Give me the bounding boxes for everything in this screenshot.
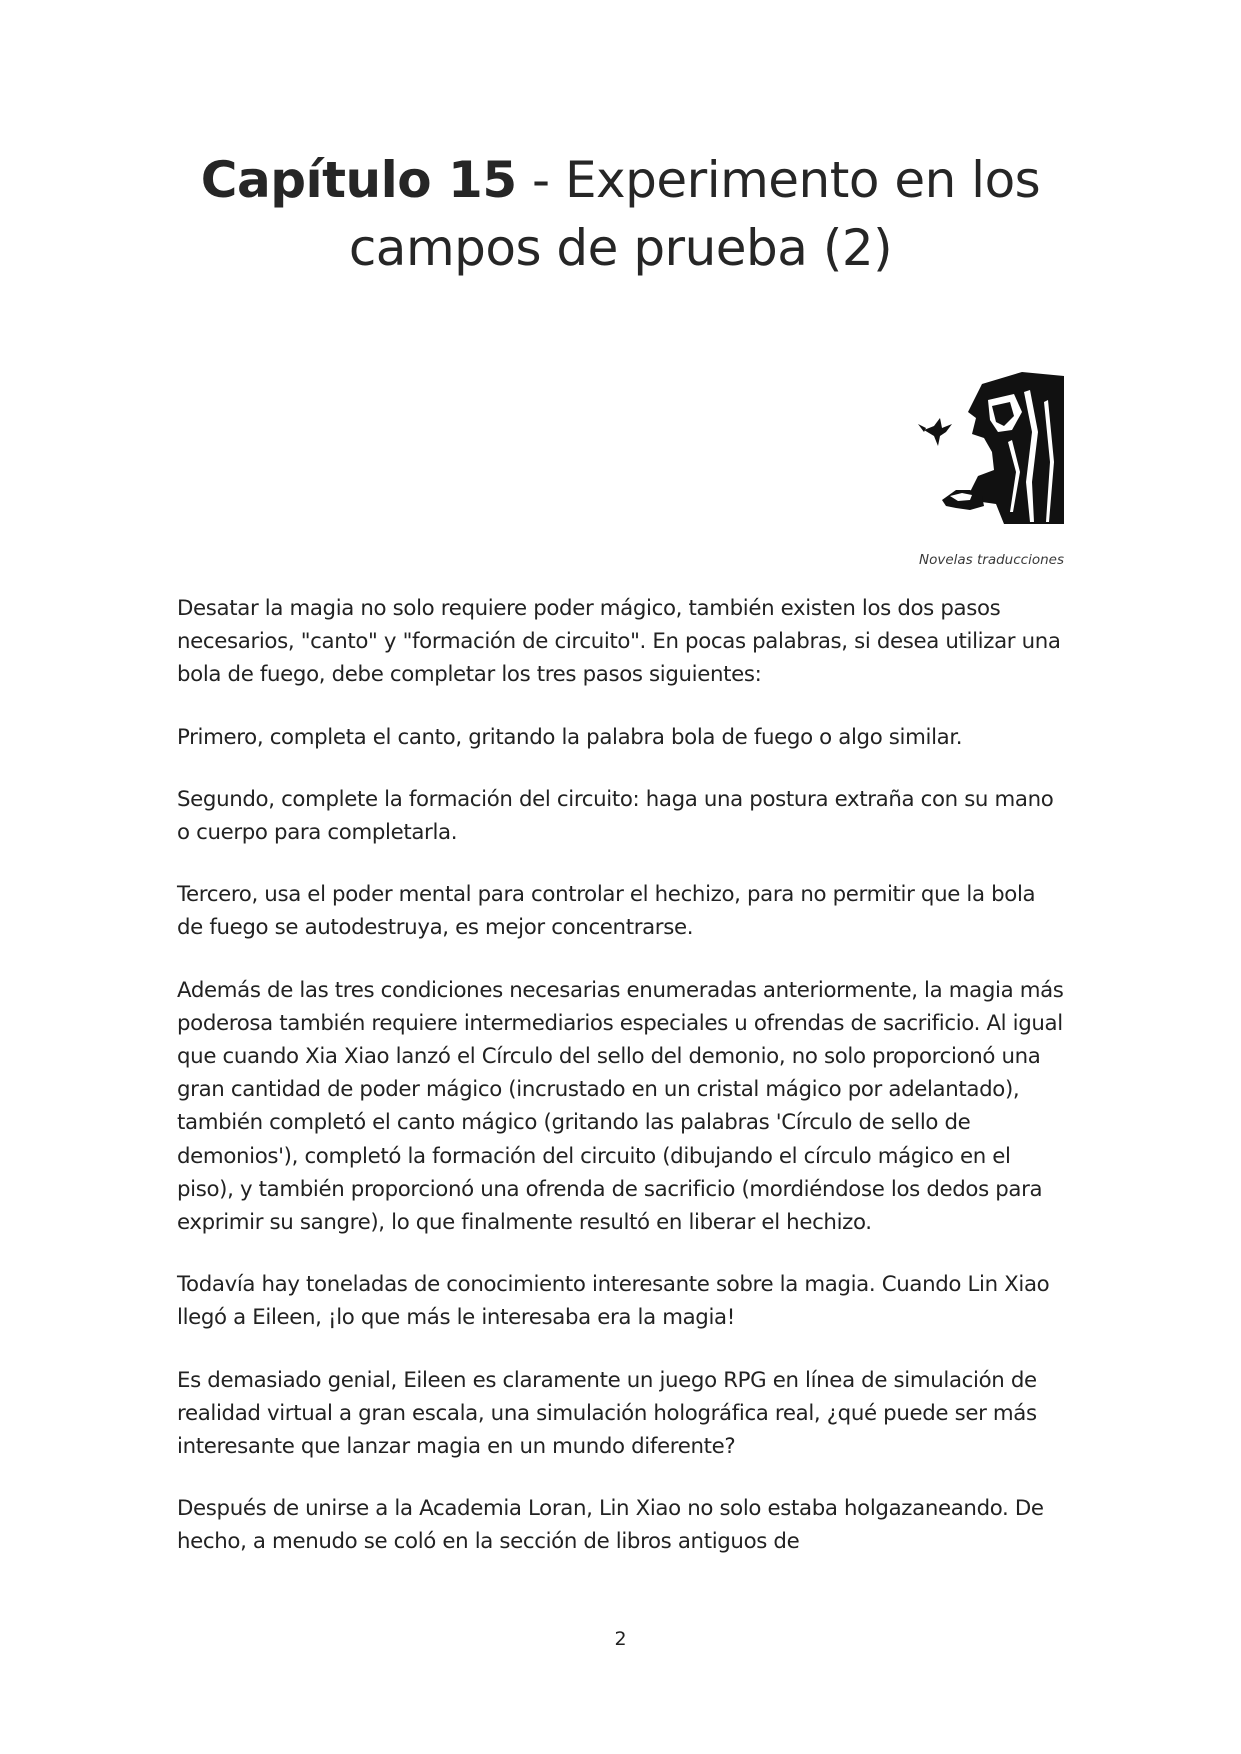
paragraph: Todavía hay toneladas de conocimiento interesante sobre la magia. Cuando Lin Xiao llegó a Eileen, ¡lo que más le interesaba era la magia! [177,1272,1050,1331]
chapter-subtitle: - Experimento en los campos de prueba (2) [348,151,1041,277]
paragraph: Es demasiado genial, Eileen es claramente un juego RPG en línea de simulación de realidad virtual a gran escala, una simulación holográfica real, ¿qué puede ser más interesante que lanzar magia en un mundo diferente? [177,1367,1037,1460]
paragraph: Primero, completa el canto, gritando la palabra bola de fuego o algo similar. [177,724,963,750]
chapter-title [120,146,1121,282]
hooded-figure-illustration [912,372,1064,524]
paragraph: Después de unirse a la Academia Loran, Lin Xiao no solo estaba holgazaneando. De hecho, a menudo se coló en la sección de libros antiguos de [177,1496,1044,1555]
paragraph: Segundo, complete la formación del circuito: haga una postura extraña con su mano o cuerpo para completarla. [177,786,1054,846]
hooded-figure-icon [912,372,1064,524]
page-number: 2 [614,1628,627,1650]
chapter-number: Capítulo 15 [200,151,517,209]
body-text [177,592,1067,1588]
paragraph: Tercero, usa el poder mental para controlar el hechizo, para no permitir que la bola de fuego se autodestruya, es mejor concentrarse. [177,882,1036,941]
paragraph: Además de las tres condiciones necesarias enumeradas anteriormente, la magia más poderosa también requiere intermediarios especiales u ofrendas de sacrificio. Al igual que cuando Xia Xiao lanzó el Círculo del sello del demonio, no solo proporcionó una gran cantidad de poder mágico (incrustado en un cristal mágico por adelantado), también completó el canto mágico (gritando las palabras 'Círculo de sello de demonios'), completó la formación del circuito (dibujando el círculo mágico en el piso), y también proporcionó una ofrenda de sacrificio (mordiéndose los dedos para exprimir su sangre), lo que finalmente resultó en liberar el hechizo. [177,977,1064,1236]
paragraph: Desatar la magia no solo requiere poder mágico, también existen los dos pasos necesarios, "canto" y "formación de circuito". En pocas palabras, si desea utilizar una bola de fuego, debe completar los tres pasos siguientes: [177,596,1061,688]
image-credit: Novelas traducciones [919,552,1064,568]
